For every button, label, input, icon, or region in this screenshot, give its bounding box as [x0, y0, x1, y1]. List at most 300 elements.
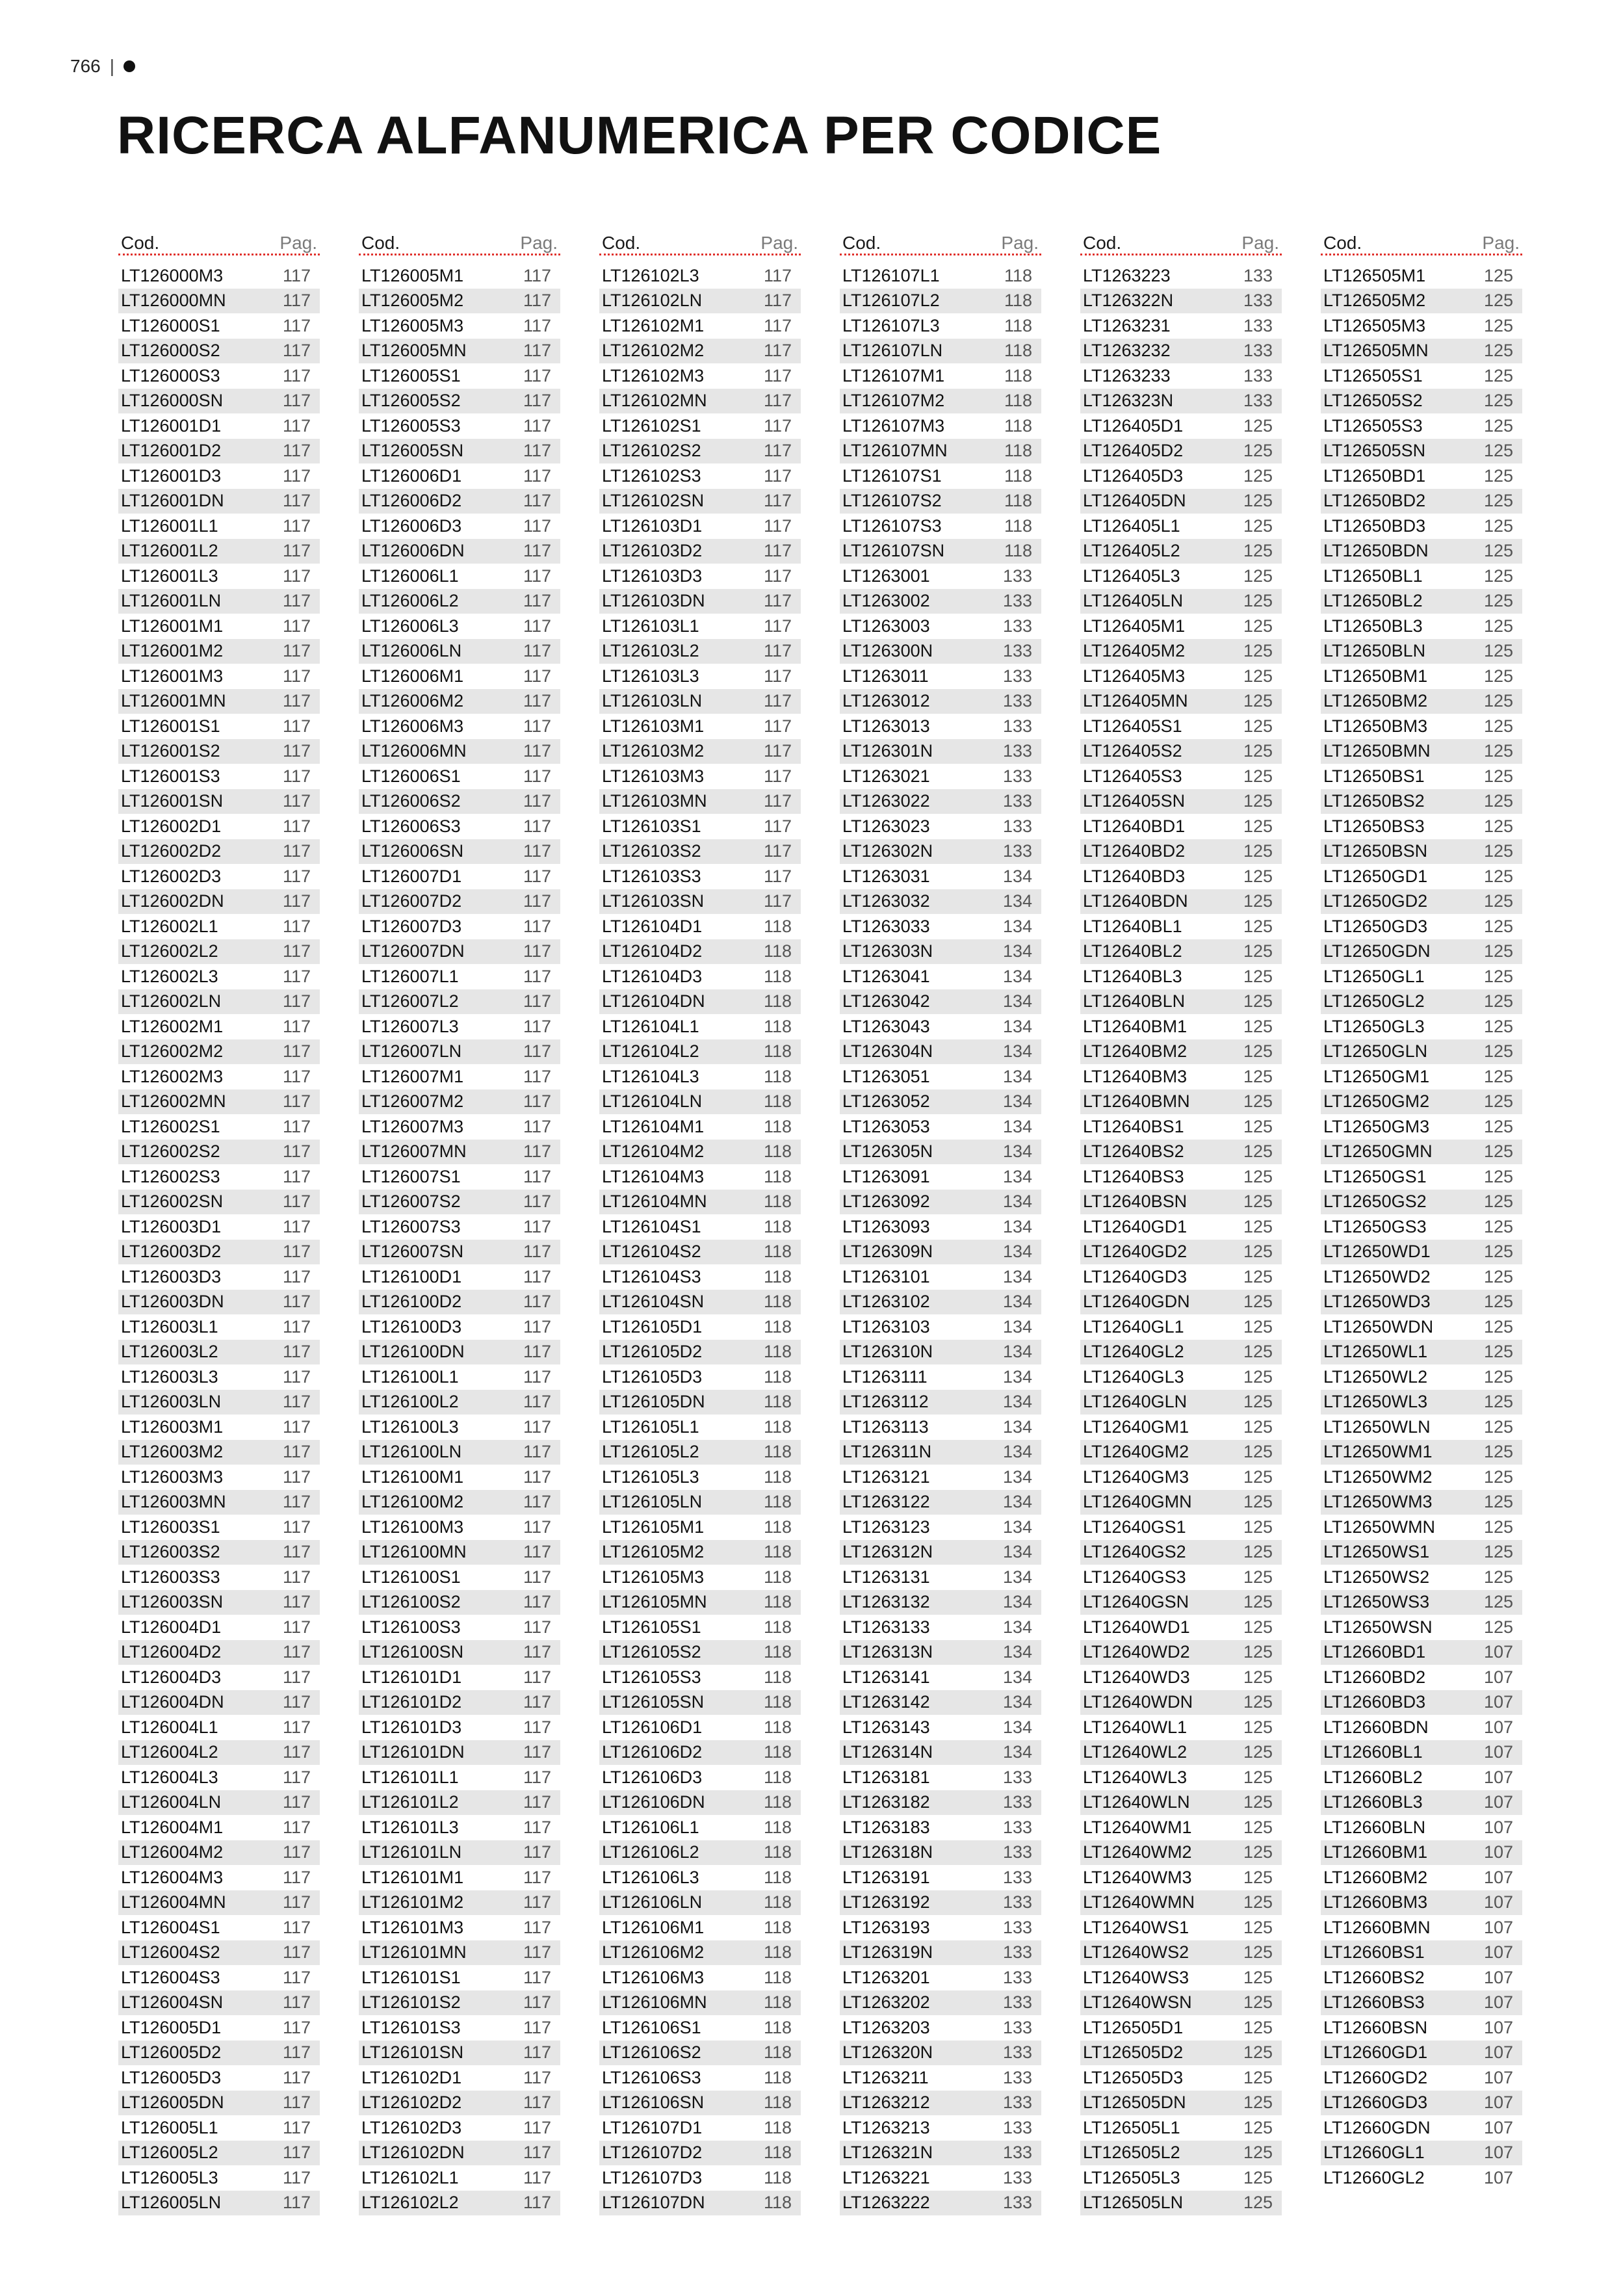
product-code: LT126105D1	[602, 1316, 703, 1337]
table-row	[599, 1214, 801, 1240]
page-reference: 125	[1243, 1292, 1273, 1312]
table-row	[599, 289, 801, 314]
product-code: LT126505S2	[1323, 391, 1423, 411]
page-reference: 125	[1483, 1016, 1513, 1036]
table-row	[359, 2041, 560, 2066]
product-code: LT126303N	[842, 941, 933, 961]
table-row	[599, 2091, 801, 2116]
table-row	[118, 1390, 320, 1415]
product-code: LT126101L3	[361, 1817, 459, 1837]
product-code: LT1263122	[842, 1492, 930, 1512]
product-code: LT12650GL2	[1323, 991, 1425, 1011]
product-code: LT12650GD3	[1323, 916, 1428, 936]
product-code: LT1263182	[842, 1792, 930, 1812]
page-number: 766	[70, 56, 101, 76]
page-reference: 118	[763, 1567, 792, 1587]
product-code: LT1263192	[842, 1892, 930, 1912]
table-row	[1321, 1840, 1522, 1866]
page-reference: 125	[1243, 1767, 1273, 1787]
table-row	[1080, 1990, 1282, 2016]
page-reference: 117	[523, 766, 551, 786]
code-header-label: Cod.	[1083, 233, 1122, 253]
table-row	[840, 614, 1041, 639]
page-reference: 133	[1002, 691, 1032, 711]
page-reference: 125	[1243, 1041, 1273, 1062]
page-reference: 118	[763, 2017, 792, 2037]
table-row	[840, 1264, 1041, 1290]
product-code: LT12650WDN	[1323, 1316, 1434, 1337]
table-row	[359, 313, 560, 339]
table-row	[840, 764, 1041, 789]
product-code: LT126001D1	[121, 415, 222, 436]
product-code: LT12640WM1	[1083, 1817, 1192, 1837]
page-reference: 117	[282, 1617, 311, 1637]
product-code: LT12640GL1	[1083, 1316, 1184, 1337]
table-row	[118, 639, 320, 664]
table-row	[1321, 1690, 1522, 1715]
product-code: LT126101M1	[361, 1867, 464, 1887]
product-code: LT126101DN	[361, 1742, 465, 1762]
table-row	[1321, 2165, 1522, 2191]
product-code: LT126005D1	[121, 2017, 222, 2037]
page-reference: 125	[1243, 2167, 1273, 2187]
table-row	[599, 2065, 801, 2091]
page-reference: 134	[1002, 1266, 1032, 1286]
table-row	[1080, 1490, 1282, 1515]
page-reference: 117	[282, 365, 311, 385]
table-row	[1321, 1290, 1522, 1315]
table-row	[359, 439, 560, 464]
page-reference: 133	[1002, 1892, 1032, 1912]
table-row	[1080, 1640, 1282, 1665]
product-code: LT126005LN	[121, 2193, 222, 2213]
page-reference: 107	[1483, 1792, 1513, 1812]
product-code: LT126102D2	[361, 2093, 462, 2113]
table-row	[840, 1890, 1041, 1916]
product-code: LT126006M3	[361, 716, 464, 736]
table-row	[599, 339, 801, 364]
table-row	[1321, 1515, 1522, 1540]
page-reference: 125	[1243, 716, 1273, 736]
table-row	[1321, 989, 1522, 1015]
page-reference: 117	[523, 1141, 551, 1162]
table-row	[599, 889, 801, 915]
page-reference: 117	[282, 1817, 311, 1837]
product-code: LT1263011	[842, 666, 929, 686]
page-reference: 117	[763, 566, 792, 586]
page-reference: 117	[763, 716, 792, 736]
page-reference: 125	[1243, 441, 1273, 461]
page-reference: 117	[282, 1667, 311, 1687]
table-row	[1080, 739, 1282, 764]
page-reference: 133	[1002, 2093, 1032, 2113]
table-row	[599, 1039, 801, 1065]
product-code: LT12640BL3	[1083, 966, 1182, 986]
page-reference: 117	[282, 1392, 311, 1412]
table-row	[1321, 313, 1522, 339]
table-row	[118, 439, 320, 464]
table-row	[359, 1490, 560, 1515]
product-code: LT126007D1	[361, 866, 462, 886]
table-row	[1321, 2041, 1522, 2066]
product-code: LT1263091	[842, 1166, 930, 1186]
product-code: LT126001S2	[121, 741, 220, 761]
table-row	[840, 2141, 1041, 2166]
page-reference: 117	[282, 1767, 311, 1787]
page-reference: 125	[1243, 1892, 1273, 1912]
page-reference: 117	[282, 341, 311, 361]
page-reference: 125	[1483, 365, 1513, 385]
table-row	[599, 1415, 801, 1440]
table-row	[1321, 714, 1522, 739]
table-row	[599, 1014, 801, 1039]
table-row	[118, 1490, 320, 1515]
table-row	[1080, 539, 1282, 564]
page-reference: 125	[1243, 1242, 1273, 1262]
product-code: LT126104M1	[602, 1116, 705, 1136]
page-reference: 117	[523, 1817, 551, 1837]
page-reference: 117	[763, 866, 792, 886]
table-row	[1321, 2115, 1522, 2141]
product-code: LT1263042	[842, 991, 930, 1011]
product-code: LT126107M1	[842, 365, 945, 385]
page-reference: 117	[523, 491, 551, 511]
product-code: LT12660BM3	[1323, 1892, 1428, 1912]
product-code: LT126000S1	[121, 315, 220, 335]
product-code: LT1263101	[842, 1266, 930, 1286]
table-row	[1080, 1715, 1282, 1740]
page-reference: 107	[1483, 1942, 1513, 1963]
product-code: LT1263121	[842, 1467, 930, 1487]
page-reference: 107	[1483, 1717, 1513, 1737]
product-code: LT126003S2	[121, 1542, 220, 1562]
product-code: LT1263133	[842, 1617, 930, 1637]
product-code: LT1263103	[842, 1316, 930, 1337]
page-reference: 134	[1002, 1192, 1032, 1212]
product-code: LT126103L1	[602, 616, 699, 636]
page-reference: 118	[763, 1016, 792, 1036]
product-code: LT126505DN	[1083, 2093, 1186, 2113]
table-row	[1080, 389, 1282, 414]
page-reference: 133	[1002, 1992, 1032, 2013]
page-reference: 117	[523, 866, 551, 886]
table-row	[118, 1164, 320, 1190]
table-row	[359, 2191, 560, 2216]
table-row	[1321, 864, 1522, 889]
page-reference: 118	[763, 2167, 792, 2187]
page-reference: 133	[1002, 2193, 1032, 2213]
table-row	[1080, 1140, 1282, 1165]
product-code: LT12640GM3	[1083, 1467, 1189, 1487]
table-row	[118, 1515, 320, 1540]
product-code: LT12650BL2	[1323, 591, 1423, 611]
product-code: LT12640WL1	[1083, 1717, 1188, 1737]
table-row	[118, 2165, 320, 2191]
table-row	[118, 313, 320, 339]
table-row	[599, 564, 801, 589]
product-code: LT126100DN	[361, 1342, 465, 1362]
page-reference: 134	[1002, 1366, 1032, 1387]
page-reference: 118	[763, 2117, 792, 2137]
product-code: LT126004D2	[121, 1642, 222, 1662]
table-row	[359, 839, 560, 865]
product-code: LT1263012	[842, 691, 930, 711]
page-reference: 125	[1243, 1867, 1273, 1887]
page-reference: 117	[523, 1216, 551, 1236]
product-code: LT126002S1	[121, 1116, 220, 1136]
table-row	[118, 1440, 320, 1465]
product-code: LT12640GS2	[1083, 1542, 1186, 1562]
page-reference: 117	[763, 891, 792, 911]
page-reference: 117	[282, 1542, 311, 1562]
product-code: LT126106S3	[602, 2067, 701, 2087]
product-code: LT1263213	[842, 2117, 930, 2137]
product-code: LT126004D3	[121, 1667, 222, 1687]
product-code: LT12650WM3	[1323, 1492, 1433, 1512]
page-reference: 117	[282, 716, 311, 736]
product-code: LT126405DN	[1083, 491, 1186, 511]
table-row	[599, 739, 801, 764]
page-reference: 125	[1243, 1692, 1273, 1712]
table-row	[1080, 1690, 1282, 1715]
table-row	[1321, 1364, 1522, 1390]
table-row	[118, 1214, 320, 1240]
product-code: LT12650GS1	[1323, 1166, 1427, 1186]
page-reference: 107	[1483, 1642, 1513, 1662]
product-code: LT12640GD3	[1083, 1266, 1188, 1286]
page-reference: 125	[1243, 1592, 1273, 1612]
product-code: LT126103D2	[602, 541, 703, 561]
product-code: LT126311N	[842, 1442, 932, 1462]
table-row	[1080, 1915, 1282, 1940]
table-row	[840, 339, 1041, 364]
page-reference: 118	[763, 1767, 792, 1787]
page-reference: 133	[1002, 591, 1032, 611]
product-code: LT1263013	[842, 716, 930, 736]
product-code: LT126005S1	[361, 365, 461, 385]
table-row	[1321, 2141, 1522, 2166]
product-code: LT126007LN	[361, 1041, 462, 1062]
product-code: LT126106S2	[602, 2042, 701, 2063]
product-code: LT126004M1	[121, 1817, 224, 1837]
product-code: LT126107M3	[842, 415, 945, 436]
product-code: LT126104MN	[602, 1192, 707, 1212]
page-reference: 134	[1002, 1166, 1032, 1186]
product-code: LT1263032	[842, 891, 930, 911]
page-reference: 117	[523, 1066, 551, 1086]
table-row	[599, 1390, 801, 1415]
product-code: LT126003L1	[121, 1316, 218, 1337]
page-reference: 125	[1243, 1091, 1273, 1112]
table-row	[1080, 614, 1282, 639]
table-row	[599, 1140, 801, 1165]
product-code: LT126100D3	[361, 1316, 462, 1337]
product-code: LT126105D2	[602, 1342, 703, 1362]
table-row	[1321, 1240, 1522, 1265]
table-row	[118, 1039, 320, 1065]
page-reference: 118	[763, 966, 792, 986]
product-code: LT126104SN	[602, 1292, 705, 1312]
product-code: LT12650BS1	[1323, 766, 1425, 786]
product-code: LT126309N	[842, 1242, 933, 1262]
product-code: LT126103L3	[602, 666, 699, 686]
table-row	[1080, 714, 1282, 739]
product-code: LT126006SN	[361, 841, 464, 861]
table-row	[1080, 2065, 1282, 2091]
table-row	[359, 1940, 560, 1966]
product-code: LT126105L1	[602, 1416, 699, 1437]
product-code: LT126106M1	[602, 1917, 705, 1937]
product-code: LT12640GD2	[1083, 1242, 1188, 1262]
table-row	[1080, 2015, 1282, 2041]
table-row	[118, 689, 320, 714]
table-row	[118, 514, 320, 539]
page-reference: 117	[523, 265, 551, 285]
table-row	[599, 1615, 801, 1640]
page-reference: 117	[282, 591, 311, 611]
page-reference: 107	[1483, 1842, 1513, 1862]
page-reference: 117	[282, 2067, 311, 2087]
page-reference: 118	[763, 941, 792, 961]
product-code: LT126505SN	[1323, 441, 1426, 461]
table-row	[599, 1364, 801, 1390]
product-code: LT126006D1	[361, 465, 462, 486]
product-code: LT126003D1	[121, 1216, 222, 1236]
page-reference: 118	[1004, 341, 1032, 361]
product-code: LT126002S3	[121, 1166, 220, 1186]
page-reference: 125	[1243, 616, 1273, 636]
table-row	[1321, 1014, 1522, 1039]
page-reference: 118	[763, 1967, 792, 1987]
table-row	[840, 514, 1041, 539]
table-row	[840, 1790, 1041, 1816]
page-reference: 117	[282, 1942, 311, 1963]
page-reference: 125	[1483, 1041, 1513, 1062]
table-row	[599, 2041, 801, 2066]
table-row	[1321, 739, 1522, 764]
table-row	[599, 914, 801, 939]
product-code: LT12660BMN	[1323, 1917, 1431, 1937]
table-row	[1321, 1990, 1522, 2016]
page-reference: 125	[1483, 1467, 1513, 1487]
product-code: LT126103SN	[602, 891, 705, 911]
page-reference: 125	[1243, 666, 1273, 686]
product-code: LT126103L2	[602, 641, 699, 661]
code-header-label: Cod.	[602, 233, 641, 253]
product-code: LT126106SN	[602, 2093, 705, 2113]
table-row	[1080, 789, 1282, 815]
page-reference: 134	[1002, 866, 1032, 886]
table-row	[118, 2141, 320, 2166]
table-row	[599, 1565, 801, 1590]
table-row	[118, 1665, 320, 1690]
page-reference: 117	[282, 2193, 311, 2213]
product-code: LT126105L3	[602, 1467, 699, 1487]
table-row	[359, 339, 560, 364]
product-code: LT126000SN	[121, 391, 224, 411]
table-row	[599, 1790, 801, 1816]
page-reference: 117	[763, 391, 792, 411]
page-reference: 133	[1243, 315, 1273, 335]
page-reference: 117	[282, 941, 311, 961]
table-row	[359, 539, 560, 564]
table-row	[118, 2065, 320, 2091]
table-row	[1080, 864, 1282, 889]
table-row	[118, 789, 320, 815]
table-row	[118, 1715, 320, 1740]
product-code: LT126300N	[842, 641, 933, 661]
page-reference: 118	[1004, 365, 1032, 385]
table-row	[840, 1214, 1041, 1240]
table-row	[359, 2015, 560, 2041]
table-row	[840, 1089, 1041, 1115]
table-row	[1080, 463, 1282, 489]
product-code: LT1263212	[842, 2093, 930, 2113]
product-code: LT126505D1	[1083, 2017, 1184, 2037]
table-row	[840, 2015, 1041, 2041]
page-reference: 134	[1002, 1066, 1032, 1086]
product-code: LT126101D3	[361, 1717, 462, 1737]
table-row	[359, 463, 560, 489]
table-row	[118, 1114, 320, 1140]
page-reference: 117	[282, 1192, 311, 1212]
page-reference: 117	[523, 1192, 551, 1212]
table-row	[118, 389, 320, 414]
index-column	[359, 226, 560, 2215]
page-reference: 133	[1002, 791, 1032, 811]
page-header-label: Pag.	[520, 233, 558, 253]
page-reference: 133	[1002, 666, 1032, 686]
product-code: LT12640WL3	[1083, 1767, 1188, 1787]
table-row	[359, 739, 560, 764]
page-reference: 125	[1243, 1366, 1273, 1387]
page-reference: 117	[282, 541, 311, 561]
product-code: LT126314N	[842, 1742, 933, 1762]
product-code: LT126102LN	[602, 291, 703, 311]
product-code: LT1263221	[842, 2167, 930, 2187]
table-row	[359, 1790, 560, 1816]
table-row	[840, 2065, 1041, 2091]
table-row	[359, 1565, 560, 1590]
table-row	[1080, 1890, 1282, 1916]
page-reference: 117	[282, 2167, 311, 2187]
page-reference: 125	[1243, 566, 1273, 586]
table-row	[1321, 1715, 1522, 1740]
page-reference: 118	[763, 1792, 792, 1812]
page-reference: 118	[763, 1292, 792, 1312]
page-reference: 117	[282, 1692, 311, 1712]
table-row	[118, 1540, 320, 1565]
bullet-dot-icon	[123, 60, 135, 72]
product-code: LT126107MN	[842, 441, 948, 461]
table-row	[1080, 2165, 1282, 2191]
product-code: LT126505M2	[1323, 291, 1426, 311]
table-row	[118, 1190, 320, 1215]
table-row	[1321, 589, 1522, 614]
table-row	[359, 1990, 560, 2016]
table-row	[1321, 1164, 1522, 1190]
table-row	[359, 564, 560, 589]
page-reference: 134	[1002, 1567, 1032, 1587]
table-row	[599, 639, 801, 664]
page-reference: 134	[1002, 966, 1032, 986]
page-reference: 125	[1243, 691, 1273, 711]
table-row	[840, 1765, 1041, 1790]
product-code: LT126313N	[842, 1642, 933, 1662]
product-code: LT12650WS2	[1323, 1567, 1430, 1587]
table-row	[840, 1815, 1041, 1840]
product-code: LT126000S2	[121, 341, 220, 361]
